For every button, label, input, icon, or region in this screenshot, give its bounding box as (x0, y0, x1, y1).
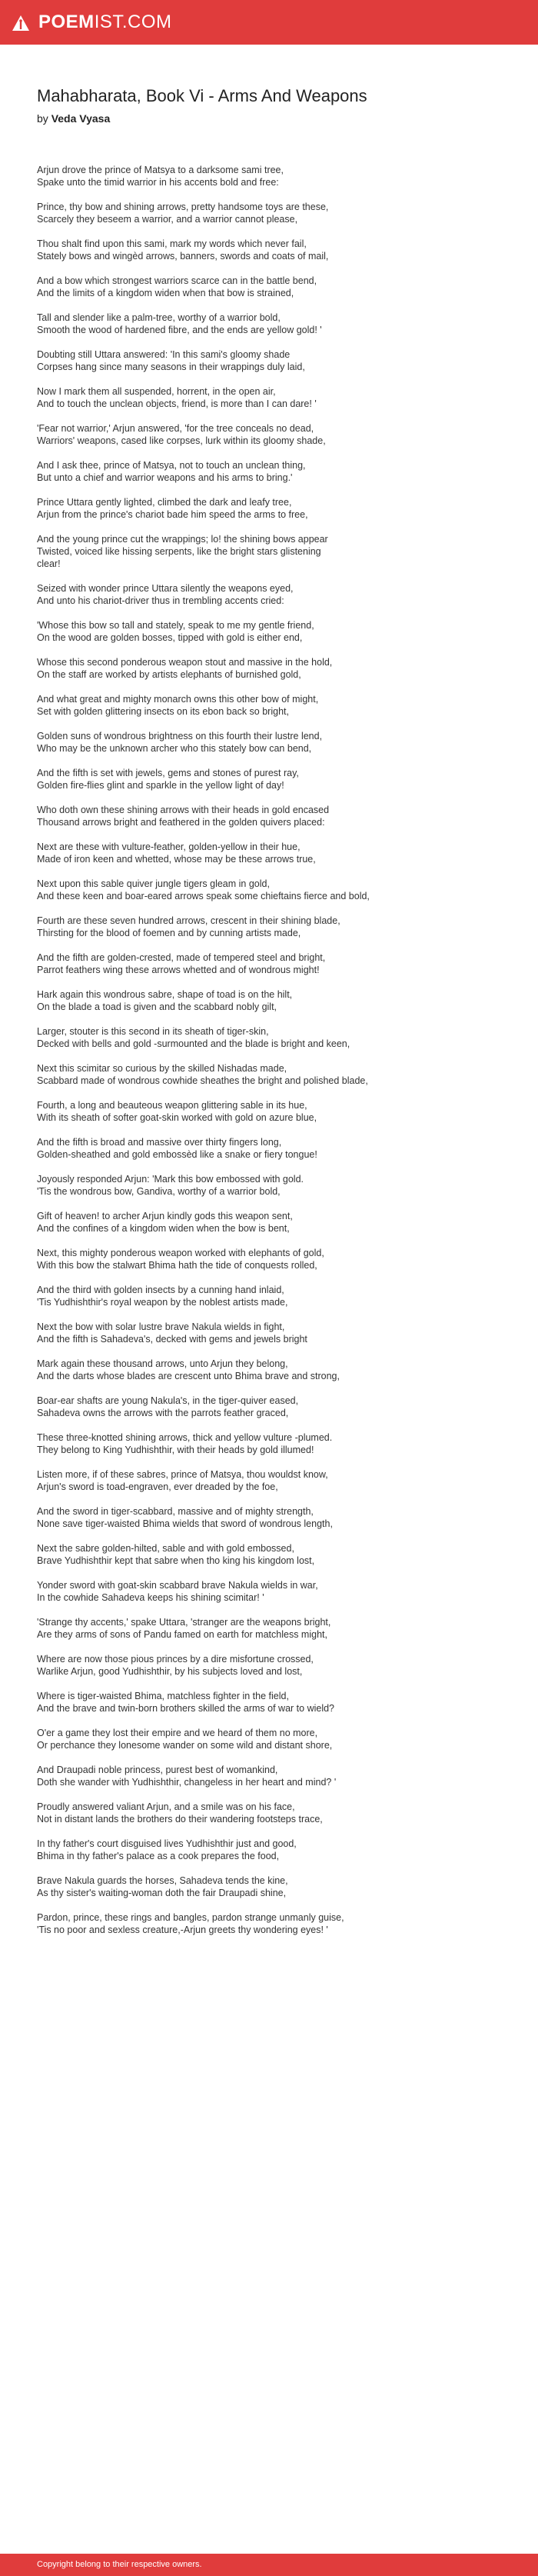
poem-line: Doth she wander with Yudhishthir, changeless in her heart and mind? ' (37, 1777, 337, 1788)
poem-line: 'Strange thy accents,' spake Uttara, 'stranger are the weapons bright, (37, 1617, 331, 1628)
stanza (37, 385, 513, 410)
stanza (37, 238, 513, 262)
poem-line: Golden suns of wondrous brightness on this fourth their lustre lend, (37, 731, 323, 741)
poem-line: Smooth the wood of hardened fibre, and the ends are yellow gold! ' (37, 325, 322, 335)
poem-line: Scarcely they beseem a warrior, and a warrior cannot please, (37, 214, 298, 225)
by-label: by (37, 112, 48, 125)
stanza (37, 1210, 513, 1235)
poem-line: Larger, stouter is this second in its sheath of tiger-skin, (37, 1026, 269, 1037)
poem-line: And the darts whose blades are crescent unto Bhima brave and strong, (37, 1371, 340, 1381)
poem-line: Whose this second ponderous weapon stout and massive in the hold, (37, 657, 333, 668)
stanza (37, 1542, 513, 1567)
poem-line: And the young prince cut the wrappings; lo! the shining bows appear (37, 534, 328, 545)
poem-line: Next the sabre golden-hilted, sable and with gold embossed, (37, 1543, 294, 1554)
stanza (37, 533, 513, 570)
poem-line: Warlike Arjun, good Yudhishthir, by his subjects loved and lost, (37, 1666, 303, 1677)
stanza (37, 1284, 513, 1308)
stanza (37, 1616, 513, 1641)
stanza (37, 730, 513, 755)
stanza (37, 1136, 513, 1161)
poem-line: 'Tis no poor and sexless creature,-Arjun greets thy wondering eyes! ' (37, 1925, 328, 1935)
poem-line: They belong to King Yudhishthir, with their heads by gold illumed! (37, 1445, 314, 1455)
stanza (37, 1505, 513, 1530)
poem-line: As thy sister's waiting-woman doth the fair Draupadi shine, (37, 1888, 287, 1898)
poem-body (37, 164, 513, 1948)
stanza (37, 1764, 513, 1788)
poem-line: Next upon this sable quiver jungle tigers gleam in gold, (37, 878, 270, 889)
stanza (37, 1653, 513, 1678)
stanza (37, 582, 513, 607)
poem-line: Tall and slender like a palm-tree, worthy of a warrior bold, (37, 312, 281, 323)
poem-line: Proudly answered valiant Arjun, and a smile was on his face, (37, 1801, 295, 1812)
poem-title: Mahabharata, Book Vi - Arms And Weapons (37, 86, 367, 105)
poem-line: And to touch the unclean objects, friend, is more than I can dare! ' (37, 398, 317, 409)
poem-line: Thirsting for the blood of foemen and by cunning artists made, (37, 928, 301, 938)
poem-line: And I ask thee, prince of Matsya, not to touch an unclean thing, (37, 460, 306, 471)
site-name: POEMIST.COM (38, 12, 172, 32)
poem-line: Golden-sheathed and gold embossèd like a snake or fiery tongue! (37, 1149, 317, 1160)
poem-line: Prince Uttara gently lighted, climbed the dark and leafy tree, (37, 497, 292, 508)
stanza (37, 693, 513, 718)
poem-line: Spake unto the timid warrior in his accents bold and free: (37, 177, 279, 188)
poem-line: Mark again these thousand arrows, unto Arjun they belong, (37, 1358, 288, 1369)
poem-line: Fourth are these seven hundred arrows, crescent in their shining blade, (37, 915, 340, 926)
stanza (37, 1395, 513, 1419)
stanza (37, 1579, 513, 1604)
stanza (37, 275, 513, 299)
poem-line: And unto his chariot-driver thus in trembling accents cried: (37, 595, 284, 606)
poem-line: 'Tis the wondrous bow, Gandiva, worthy of a warrior bold, (37, 1186, 281, 1197)
poem-line: Boar-ear shafts are young Nakula's, in the tiger-quiver eased, (37, 1395, 299, 1406)
poem-line: And the sword in tiger-scabbard, massive and of mighty strength, (37, 1506, 314, 1517)
poem-line: Arjun's sword is toad-engraven, ever dreaded by the foe, (37, 1481, 278, 1492)
poem-line: Set with golden glittering insects on its ebon back so bright, (37, 706, 289, 717)
poem-line: These three-knotted shining arrows, thick and yellow vulture -plumed. (37, 1432, 333, 1443)
poem-line: Golden fire-flies glint and sparkle in the yellow light of day! (37, 780, 284, 791)
poem-line: And the fifth are golden-crested, made of tempered steel and bright, (37, 952, 326, 963)
stanza (37, 656, 513, 681)
stanza (37, 496, 513, 521)
stanza (37, 951, 513, 976)
poem-line: Joyously responded Arjun: 'Mark this bow embossed with gold. (37, 1174, 304, 1185)
poem-line: Thou shalt find upon this sami, mark my words which never fail, (37, 238, 307, 249)
poem-line: Doubting still Uttara answered: 'In this sami's gloomy shade (37, 349, 291, 360)
poem-line: Who may be the unknown archer who this stately bow can bend, (37, 743, 312, 754)
stanza (37, 1875, 513, 1899)
stanza (37, 459, 513, 484)
stanza (37, 1173, 513, 1198)
poem-line: clear! (37, 558, 61, 569)
poem-line: With its sheath of softer goat-skin worked with gold on azure blue, (37, 1112, 317, 1123)
poem-line: And Draupadi noble princess, purest best of womankind, (37, 1765, 278, 1775)
poem-line: And the third with golden insects by a cunning hand inlaid, (37, 1285, 284, 1295)
poem-line: None save tiger-waisted Bhima wields that sword of wondrous length, (37, 1518, 333, 1529)
stanza (37, 312, 513, 336)
poem-line: And the limits of a kingdom widen when that bow is strained, (37, 288, 294, 298)
poem-line: Next the bow with solar lustre brave Nakula wields in fight, (37, 1321, 285, 1332)
poem-line: O'er a game they lost their empire and we heard of them no more, (37, 1728, 318, 1738)
poem-line: Parrot feathers wing these arrows whetted and of wondrous might! (37, 965, 320, 975)
poem-line: And a bow which strongest warriors scarce can in the battle bend, (37, 275, 317, 286)
poem-line: With this bow the stalwart Bhima hath the tide of conquests rolled, (37, 1260, 317, 1271)
stanza (37, 1025, 513, 1050)
poem-line: Or perchance they lonesome wander on some wild and distant shore, (37, 1740, 333, 1751)
stanza (37, 841, 513, 865)
poem-line: And the confines of a kingdom widen when the bow is bent, (37, 1223, 290, 1234)
poem-line: Decked with bells and gold -surmounted and the blade is bright and keen, (37, 1038, 350, 1049)
poem-line: Where is tiger-waisted Bhima, matchless fighter in the field, (37, 1691, 289, 1701)
poem-line: And the fifth is broad and massive over thirty fingers long, (37, 1137, 282, 1148)
poem-line: Hark again this wondrous sabre, shape of toad is on the hilt, (37, 989, 293, 1000)
stanza (37, 1468, 513, 1493)
poem-line: And the fifth is Sahadeva's, decked with gems and jewels bright (37, 1334, 307, 1345)
poem-line: In thy father's court disguised lives Yudhishthir just and good, (37, 1838, 297, 1849)
stanza (37, 878, 513, 902)
stanza (37, 1099, 513, 1124)
poem-line: And the brave and twin-born brothers skilled the arms of war to wield? (37, 1703, 334, 1714)
stanza (37, 1801, 513, 1825)
footer-bar (0, 2554, 538, 2576)
stanza (37, 1690, 513, 1715)
poem-line: Fourth, a long and beauteous weapon glittering sable in its hue, (37, 1100, 307, 1111)
poem-line: Where are now those pious princes by a dire misfortune crossed, (37, 1654, 314, 1665)
poem-line: Gift of heaven! to archer Arjun kindly gods this weapon sent, (37, 1211, 293, 1221)
stanza (37, 1358, 513, 1382)
poem-line: Are they arms of sons of Pandu famed on earth for matchless might, (37, 1629, 327, 1640)
poem-line: Yonder sword with goat-skin scabbard brave Nakula wields in war, (37, 1580, 318, 1591)
poem-line: Brave Yudhishthir kept that sabre when tho king his kingdom lost, (37, 1555, 315, 1566)
site-logo[interactable] (9, 11, 172, 34)
poem-line: Not in distant lands the brothers do their wandering footsteps trace, (37, 1814, 323, 1825)
stanza (37, 915, 513, 939)
poem-line: Pardon, prince, these rings and bangles, pardon strange unmanly guise, (37, 1912, 344, 1923)
poem-line: On the wood are golden bosses, tipped with gold is either end, (37, 632, 303, 643)
stanza (37, 348, 513, 373)
poem-line: Next this scimitar so curious by the skilled Nishadas made, (37, 1063, 287, 1074)
top-bar (0, 0, 538, 45)
poem-line: Arjun from the prince's chariot bade him speed the arms to free, (37, 509, 308, 520)
copyright-notice: Copyright belong to their respective owners. (37, 2560, 202, 2569)
author-link[interactable]: Veda Vyasa (51, 112, 111, 125)
stanza (37, 1247, 513, 1271)
poem-line: Now I mark them all suspended, horrent, in the open air, (37, 386, 276, 397)
poem-line: Twisted, voiced like hissing serpents, like the bright stars glistening (37, 546, 321, 557)
poem-line: Made of iron keen and whetted, whose may be these arrows true, (37, 854, 316, 865)
stanza (37, 767, 513, 791)
byline (37, 112, 506, 125)
poem-line: Arjun drove the prince of Matsya to a darksome sami tree, (37, 165, 284, 175)
poem-line: But unto a chief and warrior weapons and his arms to bring.' (37, 472, 293, 483)
quill-pen-icon (9, 11, 32, 34)
stanza (37, 1062, 513, 1087)
poem-line: Warriors' weapons, cased like corpses, lurk within its gloomy shade, (37, 435, 326, 446)
stanza (37, 1321, 513, 1345)
poem-line: Thousand arrows bright and feathered in the golden quivers placed: (37, 817, 325, 828)
poem-line: And the fifth is set with jewels, gems and stones of purest ray, (37, 768, 299, 778)
stanza (37, 1431, 513, 1456)
stanza (37, 1727, 513, 1751)
poem-line: And these keen and boar-eared arrows speak some chieftains fierce and bold, (37, 891, 370, 901)
poem-line: Listen more, if of these sabres, prince of Matsya, thou wouldst know, (37, 1469, 328, 1480)
stanza (37, 201, 513, 225)
stanza (37, 1838, 513, 1862)
poem-line: 'Whose this bow so tall and stately, speak to me my gentle friend, (37, 620, 314, 631)
poem-line: Stately bows and wingèd arrows, banners, swords and coats of mail, (37, 251, 329, 262)
poem-line: Who doth own these shining arrows with their heads in gold encased (37, 805, 330, 815)
poem-line: Bhima in thy father's palace as a cook prepares the food, (37, 1851, 280, 1861)
poem-line: 'Fear not warrior,' Arjun answered, 'for the tree conceals no dead, (37, 423, 314, 434)
stanza (37, 619, 513, 644)
poem-line: Next, this mighty ponderous weapon worked with elephants of gold, (37, 1248, 324, 1258)
poem-line: Corpses hang since many seasons in their wrappings duly laid, (37, 362, 305, 372)
poem-line: Scabbard made of wondrous cowhide sheathes the bright and polished blade, (37, 1075, 368, 1086)
poem-line: On the blade a toad is given and the scabbard nobly gilt, (37, 1001, 277, 1012)
poem-header (37, 86, 506, 125)
stanza (37, 804, 513, 828)
poem-line: Seized with wonder prince Uttara silently the weapons eyed, (37, 583, 294, 594)
stanza (37, 988, 513, 1013)
poem-line: Brave Nakula guards the horses, Sahadeva tends the kine, (37, 1875, 288, 1886)
stanza (37, 1911, 513, 1936)
poem-line: Next are these with vulture-feather, golden-yellow in their hue, (37, 841, 301, 852)
poem-line: In the cowhide Sahadeva keeps his shining scimitar! ' (37, 1592, 264, 1603)
stanza (37, 164, 513, 188)
poem-line: 'Tis Yudhishthir's royal weapon by the noblest artists made, (37, 1297, 288, 1308)
stanza (37, 422, 513, 447)
poem-line: Prince, thy bow and shining arrows, pretty handsome toys are these, (37, 202, 329, 212)
poem-line: And what great and mighty monarch owns this other bow of might, (37, 694, 319, 705)
poem-line: Sahadeva owns the arrows with the parrots feather graced, (37, 1408, 289, 1418)
poem-line: On the staff are worked by artists elephants of burnished gold, (37, 669, 301, 680)
